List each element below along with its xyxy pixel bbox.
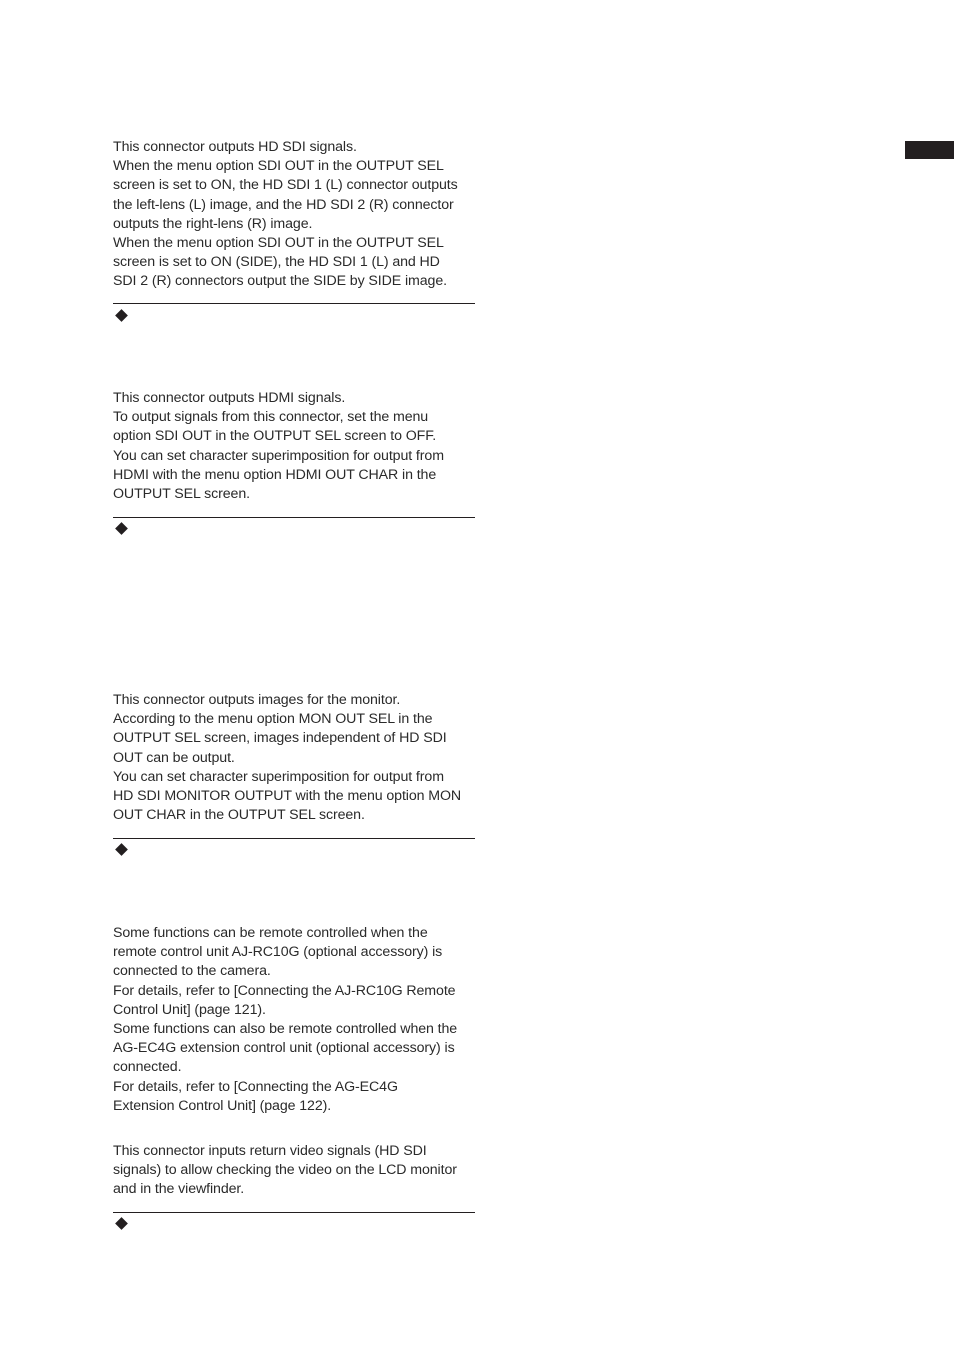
note-divider: [113, 1212, 475, 1213]
text-line: When the menu option SDI OUT in the OUTPUT SEL: [113, 158, 444, 175]
diamond-bullet-icon: [115, 309, 128, 322]
remote-control-description: [113, 924, 478, 1116]
text-line: This connector inputs return video signals (HD SDI: [113, 1143, 427, 1159]
text-line: connected.: [113, 1059, 182, 1076]
text-line: To output signals from this connector, set the menu: [113, 409, 429, 426]
monitor-output-description: [113, 691, 478, 825]
return-video-description: [113, 1142, 478, 1200]
text-line: outputs the right-lens (R) image.: [113, 215, 313, 232]
text-line: and in the viewfinder.: [113, 1181, 245, 1198]
text-line: OUT can be output.: [113, 749, 235, 766]
text-line: AG-EC4G extension control unit (optional accessory) is: [113, 1040, 455, 1057]
text-line: OUTPUT SEL screen, images independent of HD SDI: [113, 730, 447, 747]
text-line: OUTPUT SEL screen.: [113, 486, 250, 503]
note-divider: [113, 303, 475, 304]
hdmi-output-description: [113, 389, 478, 504]
note-divider: [113, 838, 475, 839]
text-line: OUT CHAR in the OUTPUT SEL screen.: [113, 807, 365, 824]
text-line: Control Unit] (page 121).: [113, 1001, 266, 1018]
text-line: This connector outputs HD SDI signals.: [113, 139, 357, 155]
text-line: This connector outputs HDMI signals.: [113, 390, 346, 406]
text-line: screen is set to ON, the HD SDI 1 (L) connector outputs: [113, 177, 458, 194]
text-line: You can set character superimposition for output from: [113, 447, 444, 464]
text-line: connected to the camera.: [113, 963, 271, 980]
text-line: This connector outputs images for the monitor.: [113, 692, 401, 708]
text-line: screen is set to ON (SIDE), the HD SDI 1 (L) and HD: [113, 254, 440, 271]
text-line: Some functions can also be remote controlled when the: [113, 1021, 458, 1038]
text-line: remote control unit AJ-RC10G (optional accessory) is: [113, 944, 443, 961]
text-line: Some functions can be remote controlled when the: [113, 925, 428, 941]
text-line: Extension Control Unit] (page 122).: [113, 1097, 332, 1114]
text-line: According to the menu option MON OUT SEL in the: [113, 711, 433, 728]
text-line: For details, refer to [Connecting the AG-EC4G: [113, 1078, 398, 1095]
text-line: signals) to allow checking the video on the LCD monitor: [113, 1162, 457, 1179]
text-line: When the menu option SDI OUT in the OUTPUT SEL: [113, 235, 444, 252]
hd-sdi-output-description: [113, 138, 478, 292]
text-line: the left-lens (L) image, and the HD SDI 2 (R) connector: [113, 196, 454, 213]
text-line: You can set character superimposition for output from: [113, 768, 444, 785]
note-divider: [113, 517, 475, 518]
chapter-tab-marker: [905, 141, 954, 159]
diamond-bullet-icon: [115, 843, 128, 856]
diamond-bullet-icon: [115, 522, 128, 535]
text-line: option SDI OUT in the OUTPUT SEL screen to OFF.: [113, 428, 437, 445]
text-line: For details, refer to [Connecting the AJ-RC10G Remote: [113, 982, 456, 999]
text-line: SDI 2 (R) connectors output the SIDE by SIDE image.: [113, 273, 447, 290]
diamond-bullet-icon: [115, 1217, 128, 1230]
text-line: HD SDI MONITOR OUTPUT with the menu option MON: [113, 788, 462, 805]
text-line: HDMI with the menu option HDMI OUT CHAR in the: [113, 466, 437, 483]
